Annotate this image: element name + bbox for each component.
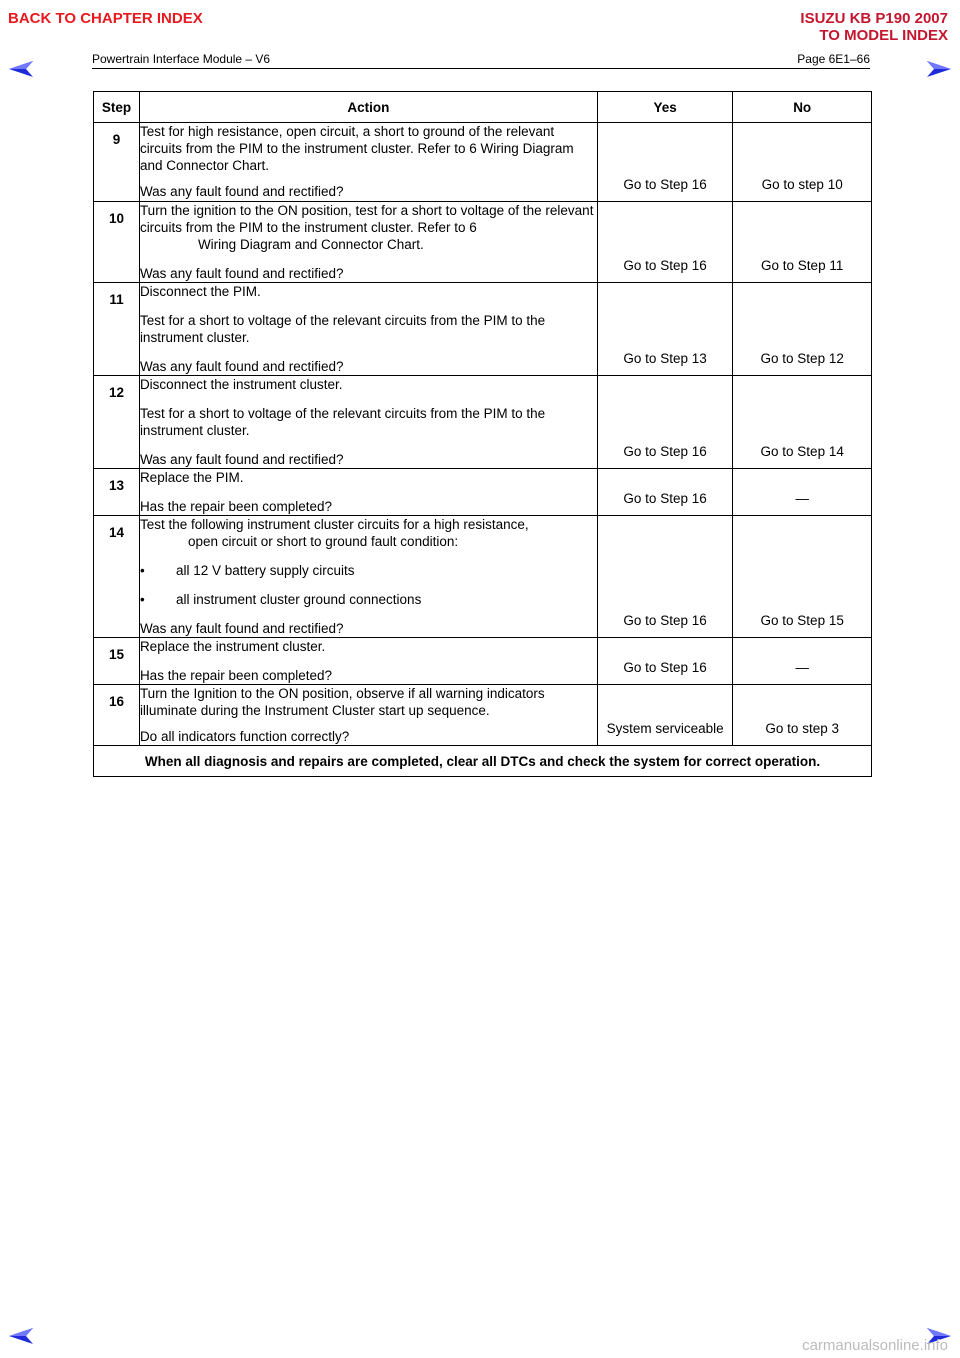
action-text: Test for a short to voltage of the relevant circuits from the PIM to the instrument cluster. [139,406,546,438]
bullet-icon: • [139,563,145,578]
table-row [94,638,872,685]
yes-answer: Go to Step 16 [623,613,707,628]
table-row [94,123,872,202]
table-row [94,469,872,516]
table-row [94,376,872,469]
step-number: 11 [109,292,124,307]
action-question: Has the repair been completed? [139,499,333,514]
page-number: Page 6E1–66 [797,52,870,66]
no-answer: Go to Step 14 [760,444,844,459]
no-answer: — [795,660,809,675]
action-text-continued: Wiring Diagram and Connector Chart. [197,237,424,252]
yes-answer: Go to Step 13 [623,351,707,366]
step-number: 16 [108,694,124,709]
action-text: Disconnect the PIM. [139,284,261,299]
bullet-text: all 12 V battery supply circuits [175,563,355,578]
action-text: Replace the PIM. [139,470,244,485]
no-answer: Go to step 10 [761,177,843,192]
yes-answer: Go to Step 16 [623,177,707,192]
yes-answer: Go to Step 16 [623,491,707,506]
step-number: 13 [108,478,124,493]
yes-answer: Go to Step 16 [623,258,707,273]
back-to-chapter-link[interactable]: BACK TO CHAPTER INDEX [8,10,203,27]
action-text-continued: open circuit or short to ground fault condition: [187,534,459,549]
action-question: Was any fault found and rectified? [139,266,344,281]
model-index-link[interactable] [800,10,948,44]
step-number: 15 [108,647,124,662]
action-question: Was any fault found and rectified? [139,452,344,467]
bullet-text: all instrument cluster ground connections [175,592,422,607]
section-title: Powertrain Interface Module – V6 [92,52,271,66]
table-row [94,283,872,376]
no-answer: Go to Step 11 [761,258,844,273]
col-action: Action [139,92,597,123]
action-text: Test the following instrument cluster circuits for a high resistance, [139,517,529,532]
action-question: Has the repair been completed? [139,668,333,683]
table-row [94,516,872,638]
action-text: Test for high resistance, open circuit, a short to ground of the relevant circuits from the PIM to the instrument cluster. Refer to 6 Wiring Diagram and Connector Chart. [139,124,574,173]
step-number: 10 [108,211,124,226]
step-number: 14 [108,525,124,540]
action-text: Disconnect the instrument cluster. [139,377,343,392]
bullet-icon: • [139,592,145,607]
prev-page-arrow-icon[interactable] [8,60,34,78]
header-rule [92,68,870,69]
table-footer-note: When all diagnosis and repairs are completed, clear all DTCs and check the system for correct operation. [94,746,872,777]
action-question: Was any fault found and rectified? [139,184,344,199]
table-row [94,685,872,746]
table-footer-row [94,746,872,777]
table-header-row [94,92,872,123]
step-number: 9 [112,132,121,147]
yes-answer: Go to Step 16 [623,660,707,675]
col-step: Step [94,92,140,123]
no-answer: — [795,491,809,506]
action-question: Was any fault found and rectified? [139,621,344,636]
site-watermark: carmanualsonline.info [802,1337,948,1354]
bullet-item [140,562,597,579]
bullet-item [140,591,597,608]
action-question: Was any fault found and rectified? [139,359,344,374]
action-question: Do all indicators function correctly? [139,729,350,744]
prev-page-arrow-icon[interactable] [8,1327,34,1345]
table-row [94,202,872,283]
no-answer: Go to Step 15 [760,613,844,628]
step-number: 12 [108,385,124,400]
action-text: Turn the ignition to the ON position, test for a short to voltage of the relevant circuits from the PIM to the instrument cluster. Refer to 6 [139,203,594,235]
no-answer: Go to step 3 [765,721,839,736]
col-yes: Yes [597,92,733,123]
no-answer: Go to Step 12 [760,351,844,366]
model-title[interactable]: ISUZU KB P190 2007 [800,10,948,27]
action-text: Test for a short to voltage of the relevant circuits from the PIM to the instrument cluster. [139,313,546,345]
action-text: Turn the Ignition to the ON position, observe if all warning indicators illuminate during the Instrument Cluster start up sequence. [139,686,545,718]
diagnostic-table [93,91,872,777]
col-no: No [733,92,872,123]
yes-answer: Go to Step 16 [623,444,707,459]
next-page-arrow-icon[interactable] [926,60,952,78]
action-text: Replace the instrument cluster. [139,639,326,654]
to-model-index[interactable]: TO MODEL INDEX [819,27,948,44]
yes-answer: System serviceable [606,721,724,736]
